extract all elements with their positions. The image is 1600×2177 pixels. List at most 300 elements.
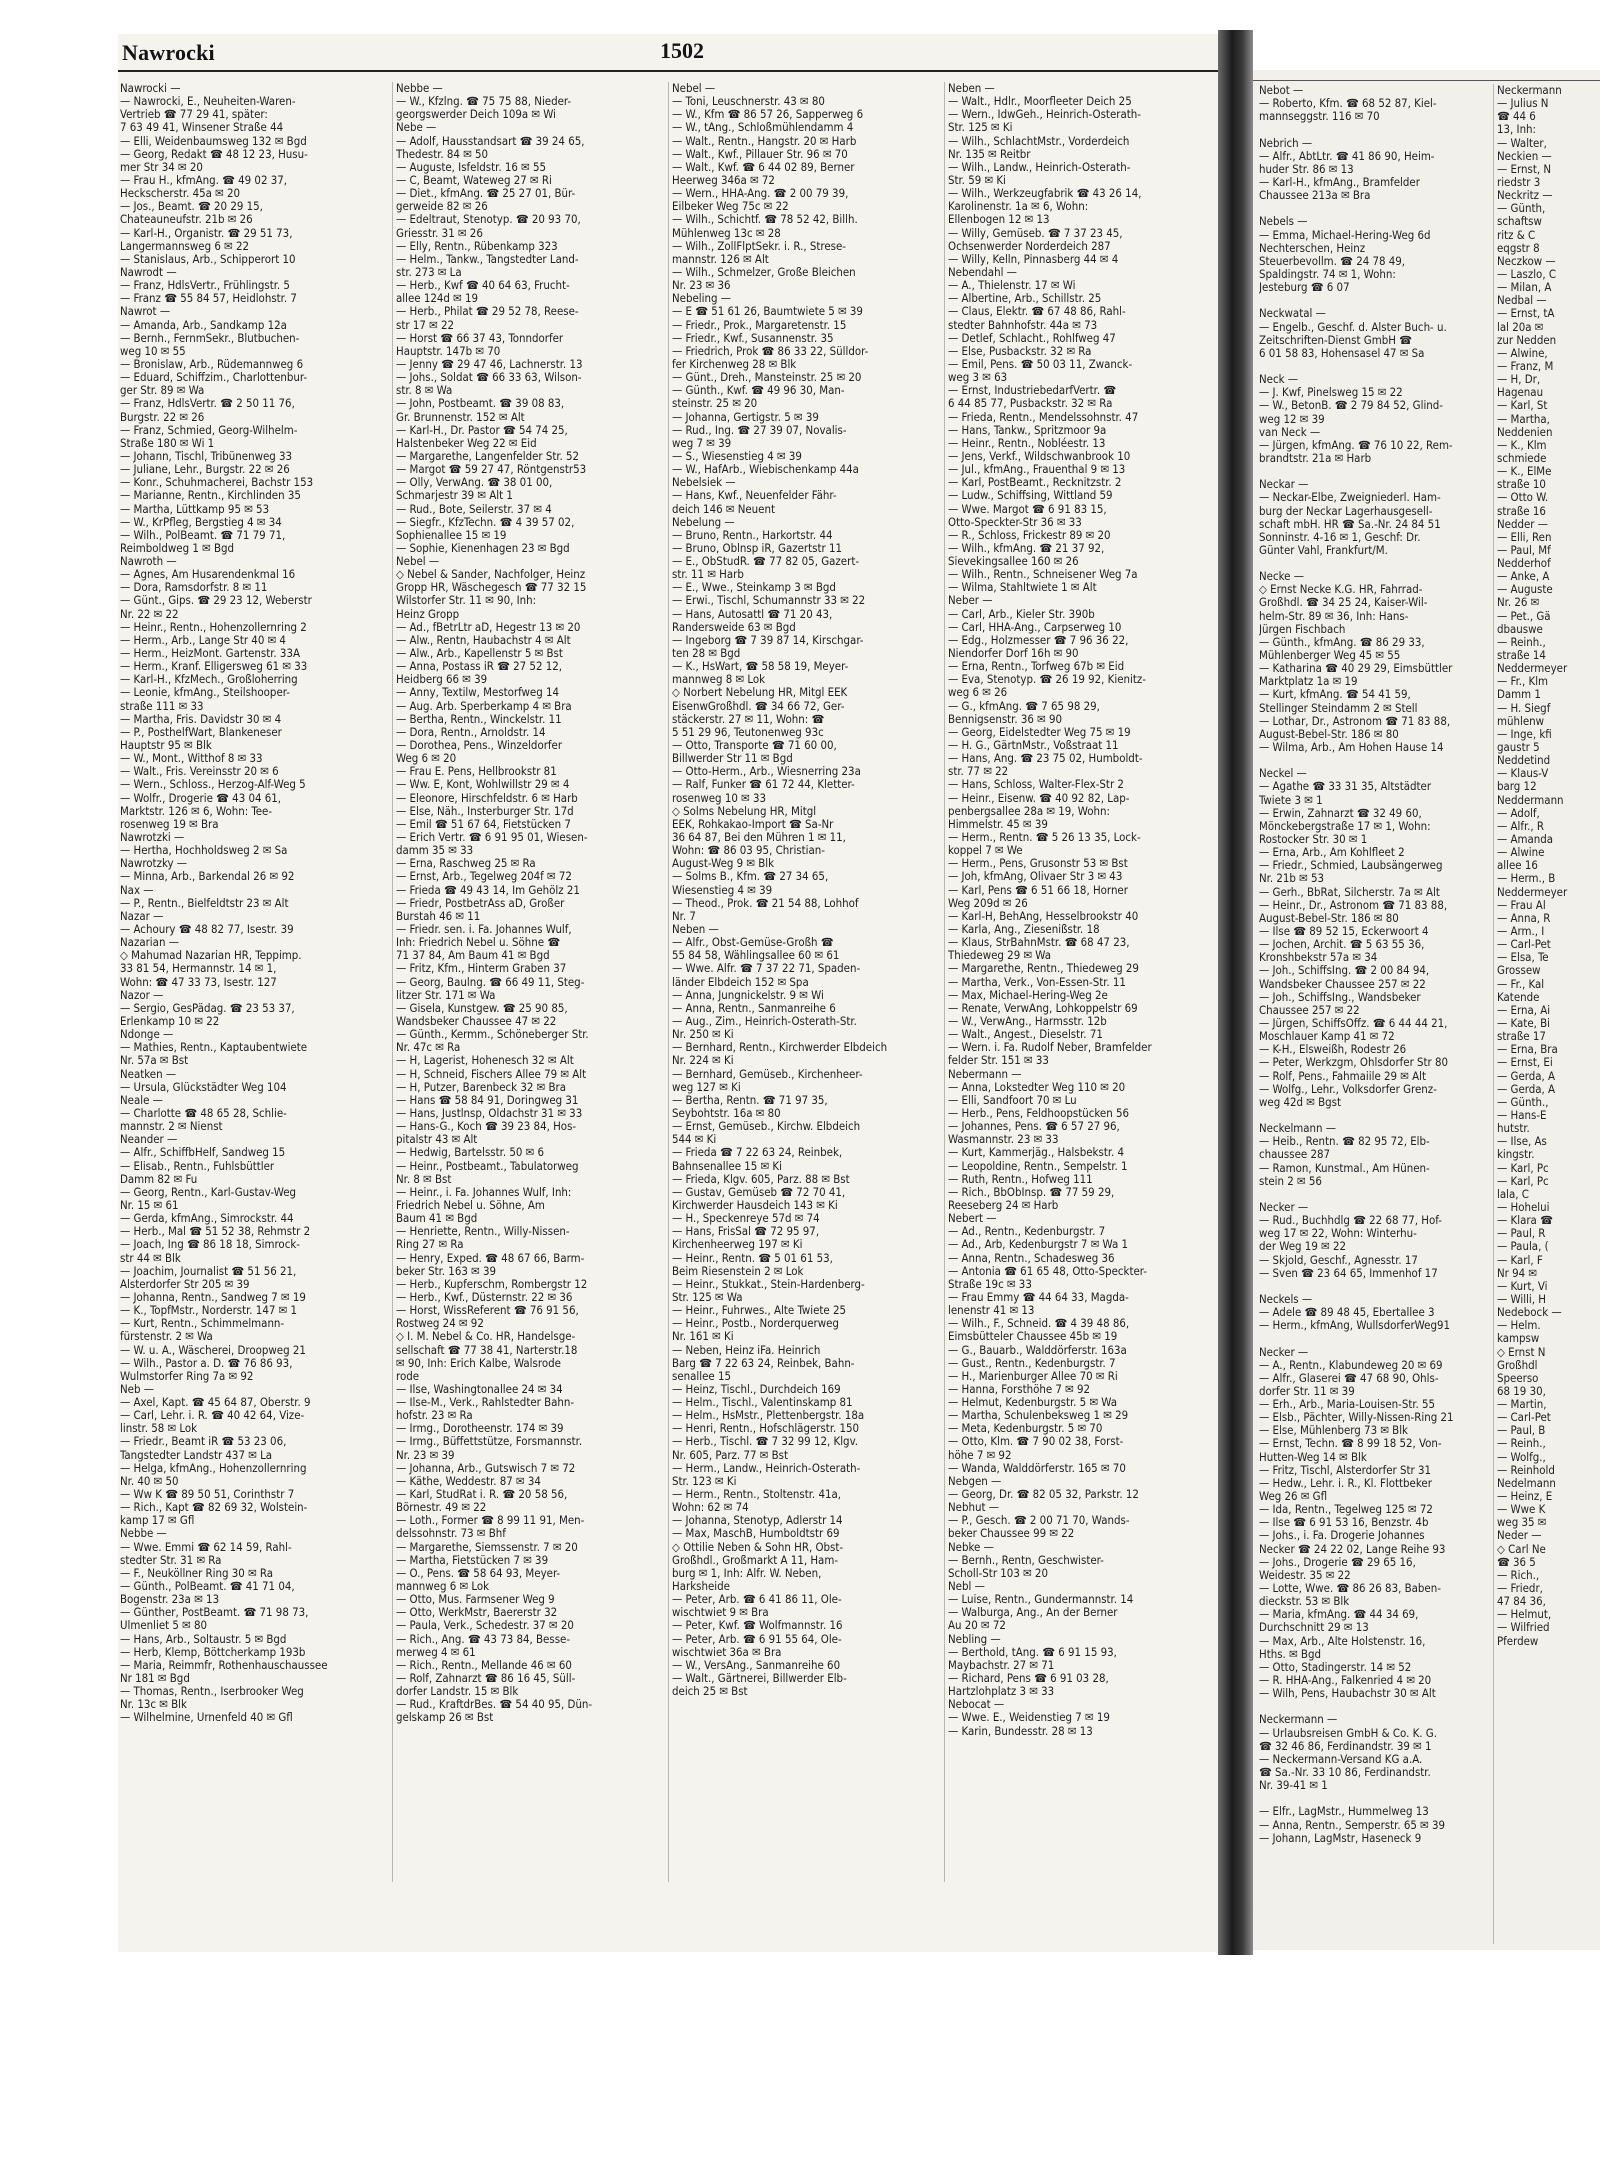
entry-line: — Rich., Rentn., Mellande 46 ✉ 60: [396, 1658, 572, 1672]
entry-line: — Johanna, Stenotyp, Adlerstr 14: [672, 1514, 843, 1528]
entry-line: Sievekingsallee 160 ✉ 26: [948, 555, 1079, 569]
entry-line: Nedderhof: [1497, 557, 1551, 571]
entry-line: — Johs., Drogerie ☎ 29 65 16,: [1259, 1555, 1416, 1569]
entry-line: — Alfr., Obst-Gemüse-Großh ☎: [672, 936, 834, 950]
entry-line: — Irmg., Dorotheenstr. 174 ✉ 39: [396, 1422, 564, 1436]
entry-line: deich 146 ✉ Neuent: [672, 502, 775, 516]
entry-line: — W., VerwAng., Harmsstr. 12b: [948, 1014, 1107, 1028]
entry-line: Twiete 3 ✉ 1: [1259, 793, 1323, 807]
entry-line: — Heinr., Postb., Norderquerweg: [672, 1317, 839, 1331]
entry-line: schaftsw: [1497, 215, 1542, 229]
entry-line: fürstenstr. 2 ✉ Wa: [120, 1330, 213, 1344]
entry-line: Zeitschriften-Dienst GmbH ☎: [1259, 333, 1412, 347]
entry-line: — Henri, Rentn., Hofschlägerstr. 150: [672, 1422, 860, 1436]
entry-line: Wasmannstr. 23 ✉ 33: [948, 1133, 1059, 1147]
entry-line: — Herm., Landw., Heinrich-Osterath-: [672, 1461, 861, 1475]
entry-line: — Wwe K: [1497, 1503, 1546, 1517]
entry-line: — Herb., Kwf ☎ 40 64 63, Frucht-: [396, 279, 570, 293]
entry-line: Nazar —: [120, 909, 164, 923]
entry-line: Großhdl: [1497, 1358, 1538, 1372]
entry-line: — Auguste: [1497, 583, 1553, 597]
entry-line: — Berthold, tAng. ☎ 6 91 15 93,: [948, 1645, 1117, 1659]
entry-line: — Adele ☎ 89 48 45, Ebertallee 3: [1259, 1306, 1435, 1320]
entry-line: — Irmg., Büffettstütze, Forsmannstr.: [396, 1435, 583, 1449]
entry-line: — Urlaubsreisen GmbH & Co. K. G.: [1259, 1726, 1437, 1740]
entry-line: — Johs., i. Fa. Drogerie Johannes: [1259, 1529, 1425, 1543]
entry-line: — Frieda, Rentn., Mendelssohnstr. 47: [948, 410, 1139, 424]
entry-line: — Max, Arb., Alte Holstenstr. 16,: [1259, 1634, 1426, 1648]
entry-line: EisenwGroßhdl. ☎ 34 66 72, Ger-: [672, 699, 845, 713]
entry-line: — Max, Michael-Hering-Weg 2e: [948, 988, 1108, 1002]
entry-line: — Achoury ☎ 48 82 77, Isestr. 39: [120, 923, 294, 936]
entry-line: — Marianne, Rentn., Kirchlinden 35: [120, 489, 301, 503]
entry-line: — Maria, kfmAng. ☎ 44 34 69,: [1259, 1608, 1419, 1622]
entry-line: — Margarethe, Langenfelder Str. 52: [396, 449, 580, 463]
entry-line: Kirchwerder Hausdeich 143 ✉ Ki: [672, 1198, 838, 1212]
entry-line: — Wilh., Pastor a. D. ☎ 76 86 93,: [120, 1356, 293, 1370]
entry-line: ◇ Ernst Necke K.G. HR, Fahrrad-: [1259, 583, 1423, 597]
directory-column-1: [120, 82, 388, 1725]
entry-line: Katende: [1497, 990, 1540, 1004]
entry-line: — Frau E. Pens, Hellbrookstr 81: [396, 765, 557, 779]
entry-line: weg 12 ✉ 39: [1259, 412, 1325, 426]
entry-line: — Adolf, Hausstandsart ☎ 39 24 65,: [396, 134, 585, 148]
entry-line: rosenweg 19 ✉ Bra: [120, 817, 219, 831]
entry-line: ◇ I. M. Nebel & Co. HR, Handelsge-: [396, 1330, 576, 1344]
entry-line: — Reinh.,: [1497, 1437, 1546, 1451]
entry-line: — H, Lagerist, Hohenesch 32 ✉ Alt: [396, 1054, 574, 1068]
entry-line: Neckwatal —: [1259, 307, 1326, 321]
entry-line: Erlenkamp 10 ✉ 22: [120, 1014, 220, 1028]
entry-line: 6 44 85 77, Pusbackstr. 32 ✉ Ra: [948, 397, 1113, 411]
entry-line: — Johanna, Gertigstr. 5 ✉ 39: [672, 410, 819, 424]
entry-line: — E ☎ 51 61 26, Baumtwiete 5 ✉ 39: [672, 305, 863, 319]
entry-line: — Leonie, kfmAng., Steilshooper-: [120, 686, 290, 700]
entry-line: — Amanda: [1497, 833, 1554, 847]
entry-line: Schmarjestr 39 ✉ Alt 1: [396, 489, 513, 503]
entry-line: Nr. 15 ✉ 61: [120, 1198, 179, 1212]
entry-line: — Adolf,: [1497, 806, 1540, 820]
entry-line: — Paul, R: [1497, 1227, 1546, 1241]
entry-line: Chateauneufstr. 21b ✉ 26: [120, 213, 253, 227]
entry-line: — P., Gesch. ☎ 2 00 71 70, Wands-: [948, 1514, 1130, 1528]
entry-line: — Günt., Dreh., Mansteinstr. 25 ✉ 20: [672, 371, 862, 385]
entry-line: — Friedrich, Prok ☎ 86 33 22, Sülldor-: [672, 344, 869, 358]
entry-line: — Paula, Verk., Schedestr. 37 ✉ 20: [396, 1619, 574, 1633]
entry-line: — Ernst, Techn. ☎ 8 99 18 52, Von-: [1259, 1437, 1442, 1451]
entry-line: — Herb., Kupferschm, Rombergstr 12: [396, 1277, 588, 1291]
entry-line: Nr. 7: [672, 909, 696, 923]
entry-line: — W., Kfzlng. ☎ 75 75 88, Nieder-: [396, 95, 572, 109]
entry-line: — Katharina ☎ 40 29 29, Eimsbüttler: [1259, 662, 1453, 676]
entry-line: Stellinger Steindamm 2 ✉ Stell: [1259, 701, 1418, 715]
entry-line: — A., Rentn., Klabundeweg 20 ✉ 69: [1259, 1358, 1443, 1372]
entry-line: — Frau H., kfmAng. ☎ 49 02 37,: [120, 173, 288, 187]
entry-line: — Friedr., Kwf., Susannenstr. 35: [672, 331, 834, 345]
entry-line: ◇ Norbert Nebelung HR, Mitgl EEK: [672, 686, 848, 700]
entry-line: burg ✉ 1, Inh: Alfr. W. Neben,: [672, 1566, 822, 1580]
entry-line: — Anna, Lokstedter Weg 110 ✉ 20: [948, 1080, 1126, 1094]
entry-line: — Bruno, Oblnsp iR, Gazertstr 11: [672, 541, 842, 555]
entry-line: delssohnstr. 73 ✉ Bhf: [396, 1527, 506, 1541]
entry-line: barg 12: [1497, 780, 1537, 794]
entry-line: — Johanna, Arb., Gutswisch 7 ✉ 72: [396, 1461, 576, 1475]
entry-line: Damm 82 ✉ Fu: [120, 1172, 198, 1186]
entry-line: — H. Siegf: [1497, 701, 1551, 715]
entry-line: — Bernhard, Rentn., Kirchwerder Elbdeich: [672, 1041, 888, 1055]
entry-line: länder Elbdeich 152 ✉ Spa: [672, 975, 809, 989]
entry-line: Weg 6 ✉ 20: [396, 752, 457, 766]
entry-line: — Hans ☎ 58 84 91, Doringweg 31: [396, 1093, 579, 1107]
entry-line: — Ww K ☎ 89 50 51, Corinthstr 7: [120, 1488, 295, 1502]
entry-line: — Herm., Kranf. Elligersweg 61 ✉ 33: [120, 660, 308, 674]
entry-line: Wilstorfer Str. 11 ✉ 90, Inh:: [396, 594, 537, 608]
entry-line: — W., tAng., Schloßmühlendamm 4: [672, 121, 854, 135]
entry-line: — Julius N: [1497, 97, 1549, 111]
entry-line: dorfer Landstr. 15 ✉ Blk: [396, 1685, 519, 1699]
entry-line: Necker ☎ 24 22 02, Lange Reihe 93: [1259, 1542, 1446, 1556]
entry-line: Scholl-Str 103 ✉ 20: [948, 1566, 1048, 1580]
entry-line: — Anny, Textilw, Mestorfweg 14: [396, 686, 560, 700]
entry-line: — Jos., Beamt. ☎ 20 29 15,: [120, 200, 263, 214]
entry-line: — Klaus-V: [1497, 767, 1549, 781]
entry-line: — Erna, Ai: [1497, 1003, 1551, 1017]
entry-line: — Ernst, Arb., Tegelweg 204f ✉ 72: [396, 870, 572, 884]
entry-line: straße 16: [1497, 504, 1546, 518]
entry-line: Randersweide 63 ✉ Bgd: [672, 620, 796, 634]
entry-line: gerweide 82 ✉ 26: [396, 200, 488, 214]
entry-line: — Alfr., SchiffbHelf, Sandweg 15: [120, 1146, 286, 1160]
entry-line: — Claus, Elektr. ☎ 67 48 86, Rahl-: [948, 305, 1126, 319]
entry-line: Neber —: [948, 594, 993, 608]
entry-line: weg 3 ✉ 63: [948, 371, 1008, 385]
entry-line: Kronshbekstr 57a ✉ 34: [1259, 951, 1378, 965]
entry-line: August-Weg 9 ✉ Blk: [672, 857, 775, 871]
entry-line: Neck —: [1259, 373, 1299, 387]
column-divider: [668, 82, 669, 1882]
entry-line: — Heinr., Rentn. ☎ 5 01 61 53,: [672, 1251, 833, 1265]
entry-line: Griesstr. 31 ✉ 26: [396, 226, 483, 240]
entry-line: Neddermeyer: [1497, 885, 1568, 899]
entry-line: 47 84 36,: [1497, 1595, 1546, 1609]
entry-line: Heckscherstr. 45a ✉ 20: [120, 187, 241, 201]
entry-line: — Wern., IdwGeh., Heinrich-Osterath-: [948, 108, 1141, 122]
entry-line: dieckstr. 53 ✉ Blk: [1259, 1595, 1350, 1609]
entry-line: — J. Kwf, Pinelsweg 15 ✉ 22: [1259, 386, 1403, 400]
entry-line: — Herm., Rentn., Stoltenstr. 41a,: [672, 1488, 842, 1502]
entry-line: — Auguste, Isfeldstr. 16 ✉ 55: [396, 160, 547, 174]
entry-line: Nebrich —: [1259, 136, 1313, 150]
entry-line: — Günth., Kermm., Schöneberger Str.: [396, 1028, 589, 1042]
entry-line: — R., Schloss, Frickestr 89 ✉ 20: [948, 528, 1111, 542]
entry-line: Neder —: [1497, 1529, 1542, 1543]
entry-line: 68 19 30,: [1497, 1384, 1546, 1398]
entry-line: Neatken —: [120, 1067, 177, 1081]
entry-line: — Martha, Fris. Davidstr 30 ✉ 4: [120, 712, 282, 726]
entry-line: — Peter, Arb. ☎ 6 41 86 11, Ole-: [672, 1593, 842, 1607]
entry-line: — Neckar-Elbe, Zweigniederl. Ham-: [1259, 491, 1441, 505]
entry-line: Nr. 47c ✉ Ra: [396, 1041, 461, 1055]
entry-line: lal 20a ✉: [1497, 320, 1544, 334]
entry-line: — Helmut, Kedenburgstr. 5 ✉ Wa: [948, 1396, 1117, 1410]
entry-line: Marktplatz 1a ✉ 19: [1259, 675, 1358, 689]
entry-line: georgswerder Deich 109a ✉ Wi: [396, 108, 557, 122]
entry-line: — Anna, Rentn., Schadesweg 36: [948, 1251, 1115, 1265]
entry-line: — Wilfried: [1497, 1621, 1550, 1635]
entry-line: — Walt., Gärtnerei, Billwerder Elb-: [672, 1672, 847, 1686]
entry-line: — Heinr., Stukkat., Stein-Hardenberg-: [672, 1277, 865, 1291]
entry-line: Nawrocki —: [120, 82, 181, 95]
entry-line: — Hans, Justlnsp, Oldachstr 31 ✉ 33: [396, 1106, 583, 1120]
entry-line: Großhdl. ☎ 34 25 24, Kaiser-Wil-: [1259, 596, 1428, 610]
entry-line: — Heinr., Eisenw. ☎ 40 92 82, Lap-: [948, 791, 1130, 805]
entry-line: — Günth,: [1497, 202, 1546, 216]
entry-line: — Helmut,: [1497, 1608, 1552, 1622]
entry-line: — Heib., Rentn. ☎ 82 95 72, Elb-: [1259, 1135, 1430, 1149]
entry-line: — Amanda, Arb., Sandkamp 12a: [120, 318, 287, 332]
entry-line: Neckermann —: [1259, 1713, 1338, 1727]
entry-line: stäckerstr. 27 ✉ 11, Wohn: ☎: [672, 712, 825, 726]
entry-line: zur Nedden: [1497, 333, 1557, 347]
entry-line: — Carl-Pet: [1497, 938, 1551, 952]
entry-line: kingstr.: [1497, 1148, 1535, 1162]
entry-line: — K., ElMe: [1497, 465, 1552, 479]
entry-line: dbauswe: [1497, 622, 1543, 636]
entry-line: 71 37 84, Am Baum 41 ✉ Bgd: [396, 949, 550, 963]
entry-line: — W., Kfm ☎ 86 57 26, Sapperweg 6: [672, 108, 864, 122]
entry-line: — Walt., Kwf., Pillauer Str. 96 ✉ 70: [672, 147, 848, 161]
entry-line: Eimsbütteler Chaussee 45b ✉ 19: [948, 1330, 1118, 1344]
entry-line: — Herm., HeizMont. Gartenstr. 33A: [120, 647, 300, 661]
entry-line: — Anna, Rentn., Sanmanreihe 6: [672, 1001, 836, 1015]
entry-line: — Wilh, Pens, Haubachstr 30 ✉ Alt: [1259, 1687, 1436, 1701]
entry-line: — Wolfg., Lehr., Volksdorfer Grenz-: [1259, 1082, 1437, 1096]
entry-line: — Peter, Werkzgm, Ohlsdorfer Str 80: [1259, 1056, 1449, 1070]
entry-line: — Peter, Arb. ☎ 6 91 55 64, Ole-: [672, 1632, 842, 1646]
entry-line: Burgstr. 22 ✉ 26: [120, 410, 205, 424]
entry-line: damm 35 ✉ 33: [396, 844, 474, 858]
entry-line: — Carl, Arb., Kieler Str. 390b: [948, 607, 1095, 621]
entry-line: — Erich Vertr. ☎ 6 91 95 01, Wiesen-: [396, 831, 588, 845]
entry-line: Beim Riesenstein 2 ✉ Lok: [672, 1264, 804, 1278]
entry-line: mannstr. 2 ✉ Nienst: [120, 1120, 223, 1134]
entry-line: — Richard, Pens ☎ 6 91 03 28,: [948, 1672, 1109, 1686]
entry-line: — Otto W.: [1497, 491, 1549, 505]
entry-line: Thedestr. 84 ✉ 50: [396, 147, 489, 161]
entry-line: — Fr., Klm: [1497, 675, 1549, 689]
entry-line: — Stanislaus, Arb., Schipperort 10: [120, 252, 296, 266]
entry-line: Nr. 250 ✉ Ki: [672, 1028, 734, 1042]
entry-line: Nawrot —: [120, 305, 171, 319]
entry-line: schmiede: [1497, 451, 1547, 465]
entry-line: — O., Pens. ☎ 58 64 93, Meyer-: [396, 1566, 561, 1580]
entry-line: — H. G., GärtnMstr., Voßstraat 11: [948, 739, 1119, 753]
entry-line: — Hans, Tankw., Spritzmoor 9a: [948, 423, 1107, 437]
right-directory-column-1: [1259, 84, 1487, 1845]
entry-line: — Johann, Tischl, Tribünenweg 33: [120, 449, 293, 463]
entry-line: Hths. ✉ Bgd: [1259, 1647, 1321, 1661]
entry-line: Günter Vahl, Frankfurt/M.: [1259, 543, 1388, 557]
entry-line: — Wilhelmine, Urnenfeld 40 ✉ Gfl: [120, 1711, 293, 1725]
directory-column-3: [672, 82, 940, 1698]
entry-line: — Fritz, Tischl, Alsterdorfer Str 31: [1259, 1463, 1432, 1477]
entry-line: — Carl, Lehr. i. R. ☎ 40 42 64, Vize-: [120, 1409, 305, 1423]
entry-line: — Frau Emmy ☎ 44 64 33, Magda-: [948, 1290, 1129, 1304]
entry-line: merweg 4 ✉ 61: [396, 1645, 476, 1659]
entry-line: Neddermann: [1497, 793, 1564, 807]
entry-line: beker Chaussee 99 ✉ 22: [948, 1527, 1075, 1541]
entry-line: Nebel —: [396, 555, 440, 569]
entry-line: — W., HafArb., Wiebischenkamp 44a: [672, 463, 859, 477]
entry-line: — Reinh.,: [1497, 635, 1546, 649]
entry-line: — Pet., Gä: [1497, 609, 1551, 623]
entry-line: — Alfr., AbtLtr. ☎ 41 86 90, Heim-: [1259, 149, 1435, 163]
entry-line: weg 7 ✉ 39: [672, 436, 732, 450]
entry-line: — Erna, Arb., Am Kohlfleet 2: [1259, 846, 1405, 860]
entry-line: — Edeltraut, Stenotyp. ☎ 20 93 70,: [396, 213, 581, 227]
entry-line: — Erna, Rentn., Torfweg 67b ✉ Eid: [948, 660, 1125, 674]
entry-line: senallee 15: [672, 1369, 732, 1383]
entry-line: — Kurt, Vi: [1497, 1279, 1548, 1293]
entry-line: — Wilh., F., Schneid. ☎ 4 39 48 86,: [948, 1317, 1130, 1331]
entry-line: straße 17: [1497, 1030, 1546, 1044]
entry-line: — Rud., Ing. ☎ 27 39 07, Novalis-: [672, 423, 847, 437]
entry-line: — Karl, Pc: [1497, 1174, 1549, 1188]
entry-line: — Otto, Transporte ☎ 71 60 00,: [672, 739, 837, 753]
entry-line: August-Bebel-Str. 186 ✉ 80: [1259, 727, 1399, 741]
entry-line: Wohn: 62 ✉ 74: [672, 1501, 749, 1515]
entry-line: — Ernst, Gemüseb., Kirchw. Elbdeich: [672, 1120, 861, 1134]
entry-line: — Else, Mühlenberg 73 ✉ Blk: [1259, 1424, 1408, 1438]
entry-line: Bennigsenstr. 36 ✉ 90: [948, 712, 1063, 726]
entry-line: Nebot —: [1259, 84, 1304, 97]
entry-line: Nebel —: [672, 82, 716, 95]
entry-line: — Jochen, Archit. ☎ 5 63 55 36,: [1259, 938, 1425, 952]
entry-line: Wiesenstieg 4 ✉ 39: [672, 883, 773, 897]
entry-line: Ring 27 ✉ Ra: [396, 1238, 464, 1252]
entry-line: — Walt., Angest., Dieselstr. 71: [948, 1028, 1103, 1042]
entry-line: — Elly, Rentn., Rübenkamp 323: [396, 239, 558, 253]
entry-line: — H., Marienburger Allee 70 ✉ Ri: [948, 1369, 1118, 1383]
entry-line: — Otto, Mus. Farmsener Weg 9: [396, 1593, 555, 1607]
header-rule: [1253, 80, 1600, 81]
entry-line: — Erna, Bra: [1497, 1043, 1558, 1057]
entry-line: — Erna, Raschweg 25 ✉ Ra: [396, 857, 536, 871]
entry-line: van Neck —: [1259, 425, 1321, 439]
entry-line: Nebeling —: [672, 292, 731, 306]
entry-line: — Alw., Arb., Kapellenstr 5 ✉ Bst: [396, 647, 563, 661]
entry-line: Durchschnitt 29 ✉ 13: [1259, 1621, 1369, 1635]
entry-line: — Herm., kfmAng, WullsdorferWeg91: [1259, 1319, 1450, 1333]
entry-line: — Bertha, Rentn., Winckelstr. 11: [396, 712, 562, 726]
entry-line: — Meta, Kedenburgstr. 5 ✉ 70: [948, 1422, 1103, 1436]
entry-line: — Joh., SchiffsIng., Wandsbeker: [1259, 990, 1421, 1004]
entry-line: Tangstedter Landstr 437 ✉ La: [120, 1448, 273, 1462]
entry-line: — Günth., kfmAng. ☎ 86 29 33,: [1259, 635, 1425, 649]
entry-line: — Gerda, A: [1497, 1069, 1556, 1083]
entry-line: — Hans, Autosattl ☎ 71 20 43,: [672, 607, 833, 621]
entry-line: — Wilh., ZollFlptSekr. i. R., Strese-: [672, 239, 846, 253]
entry-line: Nebelsiek —: [672, 476, 736, 490]
entry-line: — Karl, Pens ☎ 6 51 66 18, Horner: [948, 883, 1128, 897]
entry-line: ◇ Nebel & Sander, Nachfolger, Heinz: [396, 568, 586, 582]
entry-line: — Olly, VerwAng. ☎ 38 01 00,: [396, 476, 553, 490]
running-head-name: Nawrocki: [122, 40, 215, 65]
entry-line: — Rolf, Zahnarzt ☎ 86 16 45, Süll-: [396, 1672, 576, 1686]
entry-line: sellschaft ☎ 77 38 41, Narterstr.18: [396, 1343, 578, 1357]
entry-line: — Roberto, Kfm. ☎ 68 52 87, Kiel-: [1259, 97, 1437, 111]
entry-line: Mönckebergstraße 17 ✉ 1, Wohn:: [1259, 819, 1431, 833]
entry-line: ◇ Carl Ne: [1497, 1542, 1546, 1556]
entry-line: Heerweg 346a ✉ 72: [672, 173, 775, 187]
entry-line: — Albertine, Arb., Schillstr. 25: [948, 292, 1102, 306]
entry-line: — Helm., Tischl., Valentinskamp 81: [672, 1396, 853, 1410]
entry-line: — Heinr., Rentn., Hohenzollernring 2: [120, 620, 307, 634]
header-rule: [118, 70, 1218, 72]
entry-line: — P., Rentn., Bielfeldtstr 23 ✉ Alt: [120, 896, 289, 910]
entry-line: — Martin,: [1497, 1398, 1547, 1412]
entry-line: — Ilse-M., Verk., Rahlstedter Bahn-: [396, 1396, 575, 1410]
entry-line: — Friedr,: [1497, 1582, 1543, 1596]
entry-line: — K., TopfMstr., Norderstr. 147 ✉ 1: [120, 1304, 297, 1318]
entry-line: — Wilma, Stahltwiete 1 ✉ Alt: [948, 581, 1097, 595]
entry-line: gelskamp 26 ✉ Bst: [396, 1711, 494, 1725]
entry-line: — Frau Al: [1497, 898, 1546, 912]
entry-line: lenenstr 41 ✉ 13: [948, 1304, 1035, 1318]
entry-line: — Helm., HsMstr., Plettenbergstr. 18a: [672, 1409, 865, 1423]
entry-line: — Hans, Schloss, Walter-Flex-Str 2: [948, 778, 1124, 792]
entry-line: Neckritz —: [1497, 189, 1553, 203]
entry-line: stedter Str. 31 ✉ Ra: [120, 1553, 222, 1567]
entry-line: Nebbe —: [396, 82, 443, 95]
entry-line: — Ilse, Washingtonallee 24 ✉ 34: [396, 1382, 563, 1396]
entry-line: — W. u. A., Wäscherei, Droopweg 21: [120, 1343, 306, 1357]
entry-line: — Karl, Pc: [1497, 1161, 1549, 1175]
entry-line: Nebels —: [1259, 215, 1308, 229]
entry-line: — Georg, Dr. ☎ 82 05 32, Parkstr. 12: [948, 1488, 1139, 1502]
entry-line: — Rud., Bote, Seilerstr. 37 ✉ 4: [396, 502, 552, 516]
entry-line: ◇ Solms Nebelung HR, Mitgl: [672, 804, 817, 818]
entry-line: weg 42d ✉ Bgst: [1259, 1095, 1341, 1109]
entry-line: ◇ Ernst N: [1497, 1345, 1546, 1359]
entry-line: — Wwe. Margot ☎ 6 91 83 15,: [948, 502, 1107, 516]
entry-line: — Martha, Lüttkamp 95 ✉ 53: [120, 502, 270, 516]
entry-line: — K., HsWart, ☎ 58 58 19, Meyer-: [672, 660, 849, 674]
entry-line: straße 10: [1497, 478, 1546, 492]
entry-line: — Luise, Rentn., Gundermannstr. 14: [948, 1593, 1134, 1607]
entry-line: — Joachim, Journalist ☎ 51 56 21,: [120, 1264, 297, 1278]
entry-line: allee 124d ✉ 19: [396, 292, 479, 306]
entry-line: Str. 125 ✉ Ki: [948, 121, 1013, 135]
entry-line: Rostweg 24 ✉ 92: [396, 1317, 484, 1331]
entry-line: — Ad., Arb, Kedenburgstr 7 ✉ Wa 1: [948, 1238, 1128, 1252]
entry-line: Gropp HR, Wäschegesch ☎ 77 32 15: [396, 581, 587, 595]
entry-line: mühlenw: [1497, 714, 1545, 728]
entry-line: Nazor —: [120, 988, 164, 1002]
entry-line: Nebocat —: [948, 1698, 1005, 1712]
entry-line: — Ida, Rentn., Tegelweg 125 ✉ 72: [1259, 1503, 1433, 1517]
entry-line: Spaldingstr. 74 ✉ 1, Wohn:: [1259, 267, 1396, 281]
entry-line: — Herb., Mal ☎ 51 52 38, Rehmstr 2: [120, 1225, 311, 1239]
entry-line: — Bernhard, Gemüseb., Kirchenheer-: [672, 1067, 863, 1081]
entry-line: Neander —: [120, 1133, 178, 1147]
entry-line: — Erwi., Tischl, Schumannstr 33 ✉ 22: [672, 594, 866, 608]
entry-line: — Maria, Reimmfr, Rothenhauschaussee: [120, 1658, 328, 1672]
entry-line: Ochsenwerder Norderdeich 287: [948, 239, 1111, 253]
entry-line: — Gerda, A: [1497, 1082, 1556, 1096]
entry-line: — Wolfr., Drogerie ☎ 43 04 61,: [120, 791, 282, 805]
entry-line: Nax —: [120, 883, 154, 897]
